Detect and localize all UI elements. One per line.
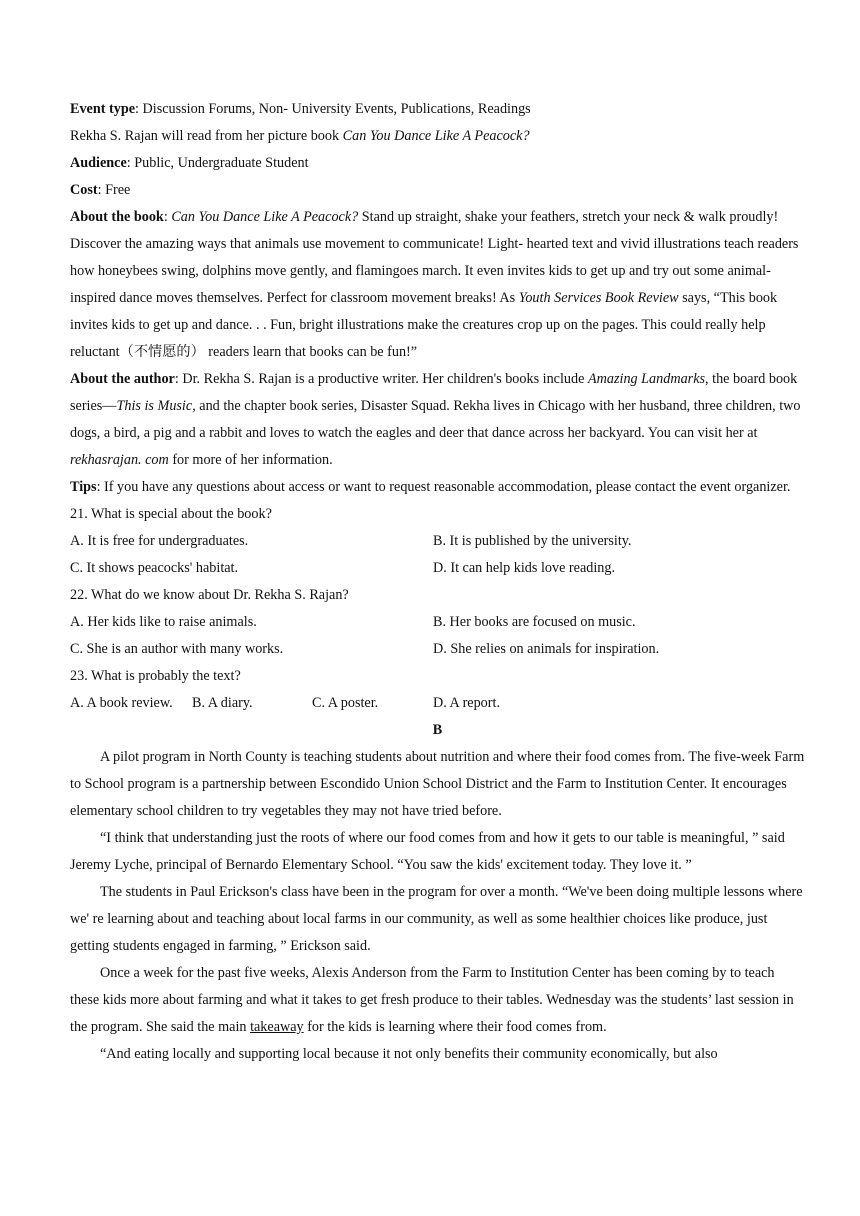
option-21-b: B. It is published by the university. [433,533,632,549]
option-22-a: A. Her kids like to raise animals. [70,614,257,630]
about-author-text-3: , and the chapter book series, Disaster Squad. Rekha lives in Chicago with her husband, three children, two dogs, a bird, a pig and a rabbit and loves to watch the eagles and deer that dance across her backyard. You can visit her at [70,398,801,441]
paragraph-4-text-a: Once a week for the past five weeks, Alexis Anderson from the Farm to Institution Center has been coming by to teach these kids more about farming and what it takes to get fresh produce to their tables. Wednesday was the students’ last session in the program. She said the main [70,965,794,1035]
reading-text: Rekha S. Rajan will read from her picture book [70,128,343,144]
section-b-paragraph-5: “And eating locally and supporting local because it not only benefits their community economically, but also [100,1046,718,1062]
option-23-d: D. A report. [433,695,500,711]
audience-label: Audience [70,155,127,171]
option-22-b: B. Her books are focused on music. [433,614,636,630]
option-21-c: C. It shows peacocks' habitat. [70,560,239,576]
section-b-paragraph-2: “I think that understanding just the roots of where our food comes from and how it gets to our table is meaningful, ” said Jeremy Lyche, principal of Bernardo Elementary School. “You saw the kids' excitement today. They love it. ” [70,830,785,873]
question-23-options-row [70,690,805,717]
option-22-d: D. She relies on animals for inspiration. [433,641,660,657]
question-22-stem: 22. What do we know about Dr. Rekha S. Rajan? [70,587,349,603]
book-title: Can You Dance Like A Peacock? [342,128,530,144]
tips-label: Tips [70,479,97,495]
about-book-text-1: Stand up straight, shake your feathers, stretch your neck & walk proudly! Discover the amazing ways that animals use movement to communicate! Light- hearted text and vivid illustrations teach readers how honeybees swing, dolphins move gently, and flamingoes march. It even invites kids to get up and try out some animal- inspired dance moves themselves. Perfect for classroom movement breaks! As [70,209,799,306]
author-book-2: This is Music [116,398,193,414]
audience-line [70,150,805,177]
question-21-options-row-1 [70,528,805,555]
about-author-label: About the author [70,371,175,387]
event-type-line [70,96,805,123]
paragraph-4-text-b: for the kids is learning where their food comes from. [303,1019,607,1035]
about-book-sep: : [163,209,172,225]
question-22-options-row-1 [70,609,805,636]
cost-value: : Free [97,182,131,198]
tips-paragraph [70,474,805,501]
about-author-text-1: : Dr. Rekha S. Rajan is a productive writer. Her children's books include [174,371,588,387]
event-type-value: : Discussion Forums, Non- University Events, Publications, Readings [135,101,531,117]
option-23-b: B. A diary. [192,695,253,711]
option-21-d: D. It can help kids love reading. [433,560,616,576]
question-21-options-row-2 [70,555,805,582]
author-website: rekhasrajan. com [70,452,169,468]
option-21-a: A. It is free for undergraduates. [70,533,249,549]
option-23-a: A. A book review. [70,695,173,711]
section-b-paragraph-1: A pilot program in North County is teaching students about nutrition and where their food comes from. The five-week Farm to School program is a partnership between Escondido Union School District and the Farm to Institution Center. It encourages elementary school children to try vegetables they may not have tried before. [70,749,805,819]
about-book-title: Can You Dance Like A Peacock? [171,209,359,225]
tips-value: : If you have any questions about access or want to request reasonable accommodation, please contact the event organizer. [96,479,791,495]
cost-label: Cost [70,182,98,198]
question-21-stem: 21. What is special about the book? [70,506,272,522]
about-author-text-2: , the board book series— [70,371,798,414]
about-book-text-2: says, “This book invites kids to get up and dance. . . Fun, bright illustrations make the creatures crop up on the pages. This could really help reluctant（不情愿的） readers learn that books can be fun!” [70,290,778,360]
option-22-c: C. She is an author with many works. [70,641,284,657]
document-page [70,96,805,1068]
audience-value: : Public, Undergraduate Student [126,155,309,171]
question-23-stem: 23. What is probably the text? [70,668,241,684]
about-author-text-4: for more of her information. [168,452,333,468]
option-23-c: C. A poster. [312,695,379,711]
cost-line [70,177,805,204]
about-book-label: About the book [70,209,164,225]
event-type-label: Event type [70,101,136,117]
about-author-paragraph [70,366,805,474]
review-source: Youth Services Book Review [518,290,679,306]
section-b-paragraph-4 [70,960,805,1041]
section-b-heading: B [432,722,443,738]
about-book-paragraph [70,204,805,366]
author-book-1: Amazing Landmarks [587,371,706,387]
reading-line [70,123,805,150]
section-b-paragraph-3: The students in Paul Erickson's class have been in the program for over a month. “We've been doing multiple lessons where we' re learning about and teaching about local farms in our community, as well as some healthier choices like produce, just getting students engaged in farming, ” Erickson said. [70,884,803,954]
question-22-options-row-2 [70,636,805,663]
underlined-word-takeaway: takeaway [250,1019,304,1035]
